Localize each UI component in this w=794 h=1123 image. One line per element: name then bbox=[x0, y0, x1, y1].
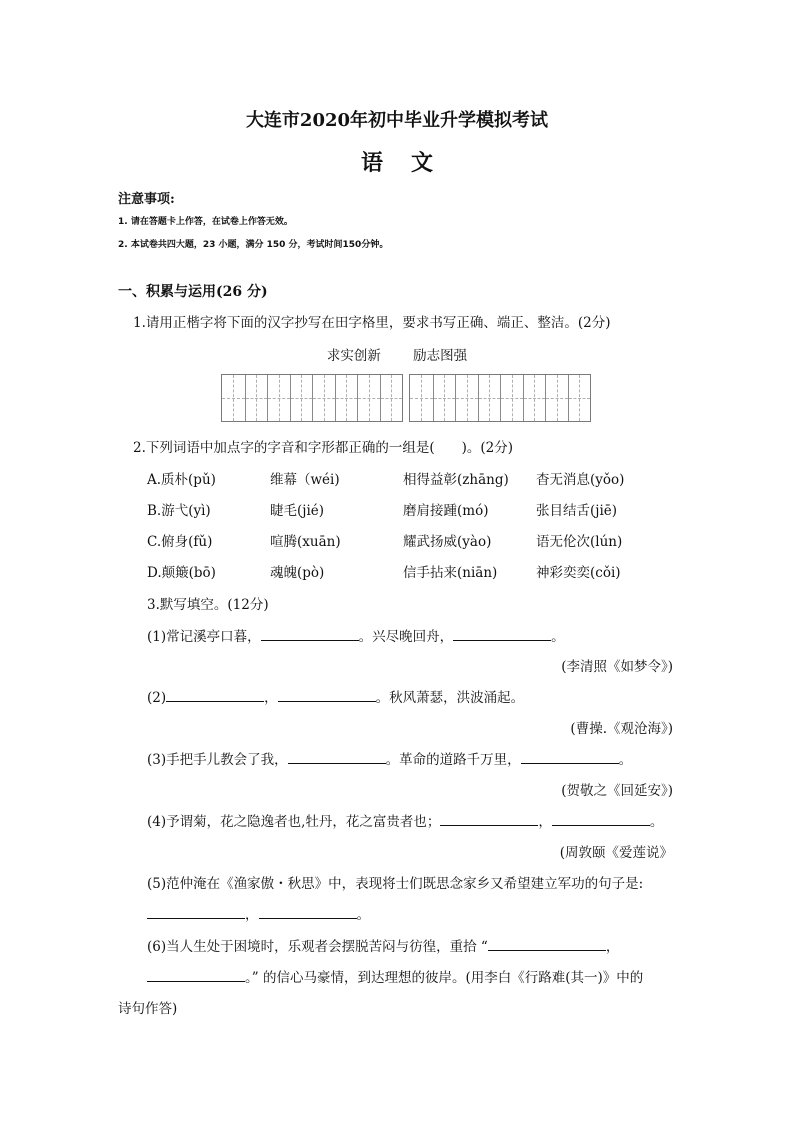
grid-cell[interactable] bbox=[222, 375, 245, 421]
answer-blank[interactable] bbox=[552, 812, 650, 826]
option-item: 语无伦次(lún) bbox=[536, 534, 623, 550]
fill-line-2 bbox=[147, 686, 524, 706]
question-3: 3.默写填空。(12分) bbox=[147, 597, 269, 613]
grid-cell[interactable] bbox=[290, 375, 313, 421]
answer-blank[interactable] bbox=[166, 688, 264, 702]
grid-cell[interactable] bbox=[433, 375, 456, 421]
fill-line-5: (5)范仲淹在《渔家傲・秋思》中，表现将士们既思念家乡又希望建立军功的句子是: bbox=[147, 876, 644, 892]
grid-cell[interactable] bbox=[455, 375, 478, 421]
fill-text: (1)常记溪亭口暮， bbox=[147, 629, 261, 645]
option-item: 信手拈来(niān) bbox=[403, 565, 498, 581]
option-item: 睫毛(jié) bbox=[270, 503, 325, 519]
answer-blank[interactable] bbox=[147, 905, 245, 919]
option-item: 耀武扬威(yào) bbox=[403, 534, 492, 550]
poem-source: (李清照《如梦令》) bbox=[561, 659, 673, 675]
option-item: A.质朴(pǔ) bbox=[147, 472, 216, 488]
copy-words bbox=[0, 344, 794, 364]
question-2: 2.下列词语中加点字的字音和字形都正确的一组是( )。(2分) bbox=[133, 440, 514, 456]
grid-cell[interactable] bbox=[568, 375, 591, 421]
answer-blank[interactable] bbox=[521, 750, 619, 764]
fill-text: 。兴尽晚回舟， bbox=[358, 629, 454, 645]
notice-item: 1. 请在答题卡上作答，在试卷上作答无效。 bbox=[118, 217, 293, 227]
question-1: 1.请用正楷字将下面的汉字抄写在田字格里，要求书写正确、端正、整洁。(2分) bbox=[133, 315, 611, 331]
grid-cell[interactable] bbox=[380, 375, 403, 421]
fill-text: (3)手把手儿教会了我， bbox=[147, 752, 288, 768]
fill-text: ， bbox=[605, 939, 620, 955]
grid-cell[interactable] bbox=[478, 375, 501, 421]
fill-text: 。 bbox=[551, 629, 565, 645]
grid-cell[interactable] bbox=[545, 375, 568, 421]
answer-blank[interactable] bbox=[288, 750, 386, 764]
fill-line-1 bbox=[147, 625, 565, 645]
exam-title: 大连市2020年初中毕业升学模拟考试 bbox=[245, 110, 549, 131]
answer-blank[interactable] bbox=[453, 627, 551, 641]
notice-heading: 注意事项: bbox=[118, 192, 175, 207]
fill-text: ， bbox=[264, 690, 278, 706]
answer-blank[interactable] bbox=[147, 968, 245, 982]
copy-word: 励志图强 bbox=[413, 348, 468, 364]
copy-word: 求实创新 bbox=[326, 348, 381, 364]
notice-item: 2. 本试卷共四大题，23 小题，满分 150 分，考试时间150分钟。 bbox=[118, 240, 389, 250]
tianzige-grid-right[interactable] bbox=[409, 374, 591, 422]
tianzige-grid-left[interactable] bbox=[221, 374, 403, 422]
poem-source: (周敦颐《爱莲说》 bbox=[559, 845, 673, 861]
poem-source: (曹操.《观沧海》) bbox=[570, 721, 673, 737]
grid-cell[interactable] bbox=[410, 375, 433, 421]
grid-cell[interactable] bbox=[500, 375, 523, 421]
fill-text: 。 bbox=[356, 907, 370, 923]
fill-text: 。 bbox=[649, 814, 664, 830]
fill-text: 。” 的信心马豪情，到达理想的彼岸。(用李白《行路难(其一)》中的 bbox=[245, 970, 644, 986]
fill-line-6c: 诗句作答) bbox=[118, 1001, 178, 1017]
fill-text: 。革命的道路千万里， bbox=[385, 752, 521, 768]
fill-line-5b bbox=[147, 903, 370, 923]
option-item: D.颠簸(bō) bbox=[147, 565, 216, 581]
option-item: C.俯身(fǔ) bbox=[147, 534, 213, 550]
grid-cell[interactable] bbox=[357, 375, 380, 421]
answer-blank[interactable] bbox=[278, 688, 376, 702]
fill-line-6b bbox=[147, 966, 643, 986]
grid-cell[interactable] bbox=[312, 375, 335, 421]
option-item: B.游弋(yì) bbox=[147, 503, 211, 519]
fill-line-4 bbox=[147, 810, 663, 830]
grid-cell[interactable] bbox=[523, 375, 546, 421]
fill-text: ， bbox=[538, 814, 552, 830]
option-item: 喧腾(xuān) bbox=[270, 534, 341, 550]
poem-source: (贺敬之《回延安》) bbox=[561, 783, 673, 799]
subject-title: 语文 bbox=[360, 150, 461, 176]
fill-line-3 bbox=[147, 748, 632, 768]
option-item: 张目结舌(jiē) bbox=[536, 503, 618, 519]
grid-cell[interactable] bbox=[245, 375, 268, 421]
fill-text: (6)当人生处于困境时，乐观者会摆脱苦闷与彷徨，重拾 “ bbox=[147, 939, 488, 955]
answer-blank[interactable] bbox=[261, 627, 359, 641]
fill-text: ， bbox=[245, 907, 259, 923]
section-heading: 一、积累与运用(26 分) bbox=[118, 284, 268, 300]
option-item: 神彩奕奕(cǒi) bbox=[536, 565, 621, 581]
answer-blank[interactable] bbox=[488, 937, 606, 951]
grid-cell[interactable] bbox=[335, 375, 358, 421]
option-item: 相得益彰(zhāng) bbox=[403, 472, 509, 488]
fill-text: (4)予谓菊，花之隐逸者也,牡丹，花之富贵者也； bbox=[147, 814, 441, 830]
fill-text: 。 bbox=[618, 752, 633, 768]
option-item: 杳无消息(yǒo) bbox=[536, 472, 625, 488]
grid-cell[interactable] bbox=[267, 375, 290, 421]
option-item: 魂魄(pò) bbox=[270, 565, 325, 581]
answer-blank[interactable] bbox=[440, 812, 538, 826]
fill-line-6 bbox=[147, 935, 619, 955]
option-item: 磨肩接踵(mó) bbox=[403, 503, 489, 519]
fill-text: 。秋风萧瑟，洪波涌起。 bbox=[375, 690, 525, 706]
fill-text: (2) bbox=[147, 690, 167, 706]
answer-blank[interactable] bbox=[259, 905, 357, 919]
option-item: 维幕（wéi) bbox=[270, 472, 340, 488]
